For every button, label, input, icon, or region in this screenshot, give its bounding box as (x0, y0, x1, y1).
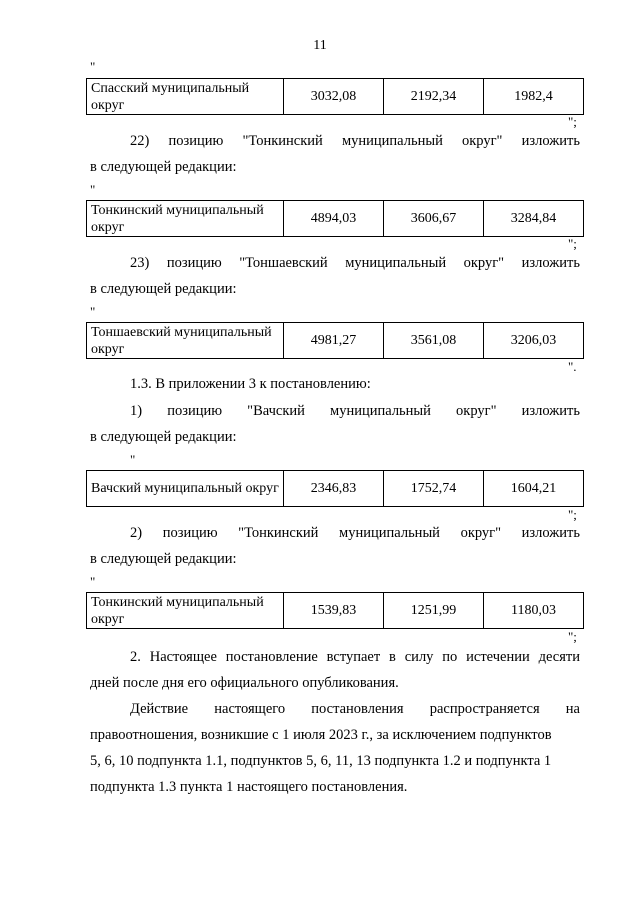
item-23-line (130, 254, 580, 272)
open-quote: " (90, 574, 96, 589)
para-action-line-3: 5, 6, 10 подпункта 1.1, подпунктов 5, 6, 11, 13 подпункта 1.2 и подпункта 1 (90, 753, 552, 769)
section-1-3-heading: 1.3. В приложении 3 к постановлению: (130, 376, 371, 392)
word: муниципальный (345, 255, 447, 271)
word: позицию (167, 403, 223, 419)
word: "Вачский (247, 403, 305, 419)
word: изложить (521, 133, 580, 149)
table-row (87, 201, 584, 237)
word: округ" (456, 403, 497, 419)
para-action-line-2: правоотношения, возникшие с 1 июля 2023 г., за исключением подпунктов (90, 727, 552, 743)
table-cell-name: Тонкинский муниципальный округ (87, 593, 284, 629)
data-table (86, 322, 584, 359)
data-table (86, 470, 584, 507)
word: 2. (130, 649, 141, 665)
table-cell-value: 1752,74 (384, 471, 484, 507)
table-row (87, 323, 584, 359)
app3-item-2-cont: в следующей редакции: (90, 551, 237, 567)
table-row (87, 79, 584, 115)
table-cell-value: 4981,27 (284, 323, 384, 359)
word: "Тонкинский (238, 525, 319, 541)
word: в (389, 649, 396, 665)
open-quote: " (90, 182, 96, 197)
word: изложить (521, 403, 580, 419)
close-quote: "; (568, 629, 577, 644)
para-action-line-4: подпункта 1.3 пункта 1 настоящего постановления. (90, 779, 408, 795)
table-cell-name: Тоншаевский муниципальный округ (87, 323, 284, 359)
word: "Тонкинский (242, 133, 323, 149)
word: 23) (130, 255, 150, 271)
word: Настоящее (149, 649, 217, 665)
word: истечении (466, 649, 530, 665)
word: муниципальный (339, 525, 440, 541)
word: вступает (326, 649, 381, 665)
table-cell-value: 3032,08 (284, 79, 384, 115)
word: муниципальный (341, 133, 443, 149)
word: позицию (162, 525, 218, 541)
word: постановление (225, 649, 318, 665)
table-row (87, 471, 584, 507)
word: округ" (463, 255, 505, 271)
word: силу (404, 649, 434, 665)
table-cell-value: 1604,21 (484, 471, 584, 507)
app3-item-1-line (130, 402, 580, 420)
word: "Тоншаевский (239, 255, 328, 271)
para-2-line-2: дней после дня его официального опубликования. (90, 675, 399, 691)
word: изложить (521, 525, 580, 541)
table-cell-value: 2192,34 (384, 79, 484, 115)
table-row (87, 593, 584, 629)
word: распространяется (429, 701, 540, 717)
para-action-line-1 (130, 700, 580, 718)
item-23-cont: в следующей редакции: (90, 281, 237, 297)
data-table (86, 78, 584, 115)
word: 1) (130, 403, 143, 419)
item-22-cont: в следующей редакции: (90, 159, 237, 175)
app3-item-1-cont: в следующей редакции: (90, 429, 237, 445)
word: 22) (130, 133, 150, 149)
close-quote: "; (568, 507, 577, 522)
table-cell-value: 3561,08 (384, 323, 484, 359)
data-table (86, 200, 584, 237)
table-cell-value: 3206,03 (484, 323, 584, 359)
word: 2) (130, 525, 143, 541)
table-cell-value: 3606,67 (384, 201, 484, 237)
data-table (86, 592, 584, 629)
word: постановления (311, 701, 404, 717)
table-cell-value: 1180,03 (484, 593, 584, 629)
word: округ" (460, 525, 502, 541)
table-cell-value: 1539,83 (284, 593, 384, 629)
open-quote: " (90, 304, 96, 319)
word: по (442, 649, 458, 665)
word: позицию (166, 255, 222, 271)
table-cell-value: 1251,99 (384, 593, 484, 629)
table-cell-value: 1982,4 (484, 79, 584, 115)
open-quote: " (90, 59, 96, 74)
table-cell-name: Тонкинский муниципальный округ (87, 201, 284, 237)
table-cell-name: Вачский муниципальный округ (87, 471, 284, 507)
word: Действие (130, 701, 189, 717)
word: изложить (521, 255, 580, 271)
word: десяти (538, 649, 580, 665)
word: округ" (462, 133, 503, 149)
close-quote: "; (568, 236, 577, 251)
table-cell-value: 2346,83 (284, 471, 384, 507)
para-2-line-1 (130, 648, 580, 666)
table-cell-name: Спасский муниципальный округ (87, 79, 284, 115)
table-cell-value: 3284,84 (484, 201, 584, 237)
word: на (565, 701, 580, 717)
page-number: 11 (313, 38, 327, 53)
close-quote: "; (568, 114, 577, 129)
word: муниципальный (330, 403, 431, 419)
app3-item-2-line (130, 524, 580, 542)
item-22-line (130, 132, 580, 150)
open-quote: " (130, 452, 136, 467)
word: позицию (168, 133, 224, 149)
table-cell-value: 4894,03 (284, 201, 384, 237)
close-quote: ". (568, 359, 577, 374)
word: настоящего (214, 701, 286, 717)
